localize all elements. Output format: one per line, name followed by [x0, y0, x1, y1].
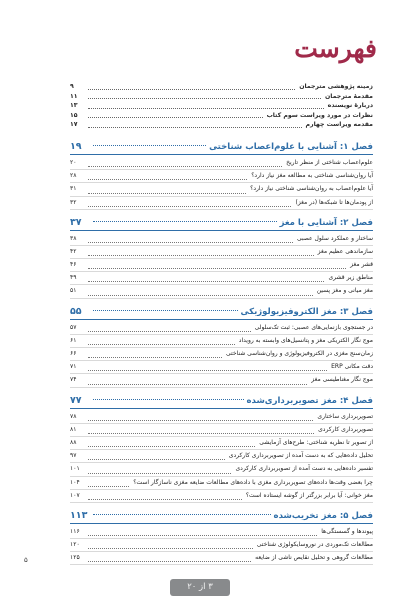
- chapter-heading[interactable]: [70, 305, 373, 320]
- toc-entry-title: ساختار و عملکرد سلول عصبی: [296, 234, 373, 242]
- toc-entry[interactable]: [70, 170, 373, 183]
- toc-entry[interactable]: [70, 82, 373, 92]
- toc-entry[interactable]: [70, 259, 373, 272]
- toc-entry-title: مغز میانی و مغز پسین: [316, 287, 373, 295]
- toc-entry-title: پیوندها و گسستگی‌ها: [321, 527, 373, 535]
- toc-entry[interactable]: [70, 272, 373, 285]
- toc-entry-page: ۷۷: [70, 395, 82, 407]
- toc-entry-title: علوم‌اعصاب شناختی از منظر تاریخ: [286, 158, 373, 166]
- dot-leader: [93, 310, 238, 311]
- toc-entry-title: مقدمه ویراست چهارم: [305, 121, 373, 129]
- toc-entry-title: مناطق زیر قشری: [328, 274, 373, 282]
- toc-entry-page: ۵۷: [70, 323, 77, 331]
- toc-entry-title: از پودمان‌ها تا شبکه‌ها (در مغز): [295, 198, 373, 206]
- chapter-heading[interactable]: [70, 509, 373, 524]
- toc-entry-title: فصل ۱: آشنایی با علوم‌اعصاب شناختی: [209, 141, 373, 152]
- toc-entry-title: فصل ۴: مغز تصویربرداری‌شده: [246, 395, 373, 406]
- toc-entry-title: تصویربرداری ساختاری: [317, 412, 373, 420]
- dot-leader: [88, 561, 251, 562]
- toc-entry[interactable]: [70, 348, 373, 361]
- dot-leader: [88, 89, 295, 90]
- toc-entry-page: ۱۷: [70, 121, 78, 129]
- chapter-heading[interactable]: [70, 394, 373, 409]
- toc-entry[interactable]: [70, 183, 373, 196]
- toc-entry-title: زمینه پژوهشی مترجمان: [299, 83, 373, 91]
- dot-leader: [88, 548, 253, 549]
- toc-entry-page: ۶۶: [70, 350, 77, 358]
- toc-entry[interactable]: [70, 450, 373, 463]
- toc-entry-title: تفسیر داده‌هایی به دست آمده از تصویربرداری کارکردی: [235, 465, 373, 473]
- toc-entry-page: ۳۸: [70, 234, 77, 242]
- dot-leader: [93, 399, 244, 400]
- toc-entry-title: در جستجوی بازنمایی‌های عصبی: ثبت تک‌سلولی: [254, 323, 373, 331]
- dot-leader: [88, 108, 324, 109]
- front-matter-list: [70, 82, 373, 130]
- toc-entry[interactable]: [70, 120, 373, 130]
- toc-entry-page: ۷۴: [70, 376, 77, 384]
- toc-entry[interactable]: [70, 197, 373, 210]
- chapter-section: [70, 305, 373, 388]
- toc-entry-title: چرا بعضی وقت‌ها داده‌های تصویربرداری مغزی با داده‌های مطالعات ضایعه مغزی ناسازگار است؟: [133, 478, 373, 486]
- toc-entry-title: فصل ۳: مغز الکتروفیزیولوژیکی: [240, 306, 373, 317]
- toc-entry-page: ۱۵: [70, 111, 78, 119]
- toc-entry[interactable]: [70, 526, 373, 539]
- dot-leader: [88, 193, 246, 194]
- chapter-section: [70, 216, 373, 299]
- dot-leader: [88, 242, 293, 243]
- dot-leader: [88, 459, 225, 460]
- dot-leader: [93, 221, 277, 222]
- toc-entry[interactable]: [70, 477, 373, 490]
- toc-entry-page: ۱۳: [70, 102, 78, 110]
- toc-entry-page: ۶۱: [70, 336, 77, 344]
- toc-entry[interactable]: [70, 490, 373, 503]
- toc-entry-page: ۵۵: [70, 306, 82, 318]
- dot-leader: [88, 98, 321, 99]
- dot-leader: [88, 268, 346, 269]
- dot-leader: [88, 179, 247, 180]
- toc-entry-page: ۳۷: [70, 217, 82, 229]
- dot-leader: [88, 344, 235, 345]
- toc-entry-page: ۲۸: [70, 172, 77, 180]
- toc-entry-page: ۸۱: [70, 425, 77, 433]
- chapter-heading[interactable]: [70, 140, 373, 155]
- toc-entry-title: از تصویر تا نظریه شناختی: طرح‌های آزمایشی: [259, 438, 373, 446]
- toc-entry-title: تصویربرداری کارکردی: [318, 425, 373, 433]
- toc-entry[interactable]: [70, 157, 373, 170]
- dot-leader: [88, 117, 263, 118]
- page-indicator[interactable]: ۳ از ۲۰: [170, 579, 230, 596]
- toc-entry-page: ۱۱۳: [70, 510, 88, 522]
- toc-entry[interactable]: [70, 285, 373, 298]
- dot-leader: [88, 473, 231, 474]
- dot-leader: [88, 384, 307, 385]
- toc-entry-title: قشر مغز: [350, 261, 373, 269]
- toc-entry-page: ۷۱: [70, 363, 77, 371]
- dot-leader: [88, 255, 314, 256]
- toc-entry-page: ۱۲۰: [70, 541, 80, 549]
- dot-leader: [88, 370, 327, 371]
- toc-entry[interactable]: [70, 552, 373, 565]
- toc-entry-title: مغز خوانی: آیا برابر بزرگتر از گوشه ایستاده است؟: [245, 491, 373, 499]
- toc-entry-page: ۹۷: [70, 452, 77, 460]
- toc-entry-page: ۳۱: [70, 185, 77, 193]
- toc-entry[interactable]: [70, 374, 373, 387]
- toc-entry[interactable]: [70, 322, 373, 335]
- dot-leader: [93, 514, 271, 515]
- toc-entry[interactable]: [70, 92, 373, 102]
- toc-entry-page: ۱۲۵: [70, 554, 80, 562]
- toc-entry-title: موج نگار مغناطیسی مغز: [311, 376, 373, 384]
- table-of-contents: [70, 82, 373, 571]
- toc-entry-page: ۷۸: [70, 412, 77, 420]
- toc-entry-title: مطالعات گروهی و تحلیل نقایص ناشی از ضایعه: [255, 554, 373, 562]
- chapter-section: [70, 394, 373, 503]
- toc-entry-title: دربارهٔ نویسنده: [327, 102, 373, 110]
- dot-leader: [88, 206, 291, 207]
- dot-leader: [93, 145, 206, 146]
- dot-leader: [88, 499, 242, 500]
- toc-entry[interactable]: [70, 101, 373, 111]
- dot-leader: [88, 357, 222, 358]
- dot-leader: [88, 433, 314, 434]
- chapter-section: [70, 509, 373, 566]
- toc-entry-page: ۱۹: [70, 141, 82, 153]
- toc-entry-title: فصل ۵: مغز تخریب‌شده: [273, 510, 373, 521]
- toc-entry-title: آیا روان‌شناسی شناختی به مطالعه مغز نیاز دارد؟: [251, 172, 373, 180]
- toc-entry-page: ۱۱۶: [70, 527, 80, 535]
- toc-entry-page: ۴۹: [70, 274, 77, 282]
- dot-leader: [88, 446, 255, 447]
- toc-entry-title: مطالعات تک‌موردی در نوروسایکولوژی شناختی: [256, 541, 373, 549]
- toc-entry[interactable]: [70, 424, 373, 437]
- dot-leader: [88, 166, 282, 167]
- toc-entry-title: مقدمهٔ مترجمان: [324, 92, 373, 100]
- toc-entry-title: زمان‌سنج مغزی در الکتروفیزیولوژی و روان‌شناسی شناختی: [226, 350, 373, 358]
- dot-leader: [88, 281, 324, 282]
- toc-entry-page: ۱۰۱: [70, 465, 80, 473]
- toc-entry[interactable]: [70, 411, 373, 424]
- dot-leader: [88, 127, 302, 128]
- toc-entry-page: ۴۶: [70, 261, 77, 269]
- toc-entry[interactable]: [70, 335, 373, 348]
- dot-leader: [88, 295, 313, 296]
- toc-entry-page: ۳۲: [70, 198, 77, 206]
- side-page-number: ۵: [24, 556, 28, 564]
- toc-entry-page: ۵۱: [70, 287, 77, 295]
- toc-entry-page: ۲۰: [70, 158, 77, 166]
- chapter-section: [70, 140, 373, 210]
- dot-leader: [88, 331, 251, 332]
- dot-leader: [88, 535, 317, 536]
- toc-entry-title: موج نگار الکتریکی مغز و پتانسیل‌های وابسته به رویداد: [238, 336, 373, 344]
- toc-entry[interactable]: [70, 463, 373, 476]
- toc-entry-page: ۱۰۴: [70, 478, 80, 486]
- toc-entry-title: فصل ۲: آشنایی با مغز: [279, 217, 373, 228]
- toc-entry-title: نظرات در مورد ویراست سوم کتاب: [266, 111, 373, 119]
- toc-entry-title: سازماندهی عظیم مغز: [317, 247, 373, 255]
- toc-entry-page: ۸۸: [70, 438, 77, 446]
- toc-entry-title: آیا علوم‌اعصاب به روان‌شناسی شناختی نیاز دارد؟: [250, 185, 373, 193]
- toc-entry[interactable]: [70, 111, 373, 121]
- toc-entry-page: ۱۰۷: [70, 491, 80, 499]
- page-title: فهرست: [294, 34, 377, 63]
- toc-entry-title: دقت مکانی ERP: [331, 363, 373, 371]
- toc-entry[interactable]: [70, 246, 373, 259]
- chapter-heading[interactable]: [70, 216, 373, 231]
- toc-entry[interactable]: [70, 539, 373, 552]
- toc-entry[interactable]: [70, 437, 373, 450]
- toc-entry-page: ۱۱: [70, 92, 78, 100]
- toc-entry-title: تحلیل داده‌هایی که به دست آمده از تصویربرداری کارکردی: [228, 452, 373, 460]
- toc-entry[interactable]: [70, 361, 373, 374]
- toc-entry-page: ۹: [70, 83, 74, 91]
- chapters-list: [70, 140, 373, 566]
- toc-entry[interactable]: [70, 233, 373, 246]
- dot-leader: [88, 486, 129, 487]
- toc-entry-page: ۴۲: [70, 247, 77, 255]
- dot-leader: [88, 420, 313, 421]
